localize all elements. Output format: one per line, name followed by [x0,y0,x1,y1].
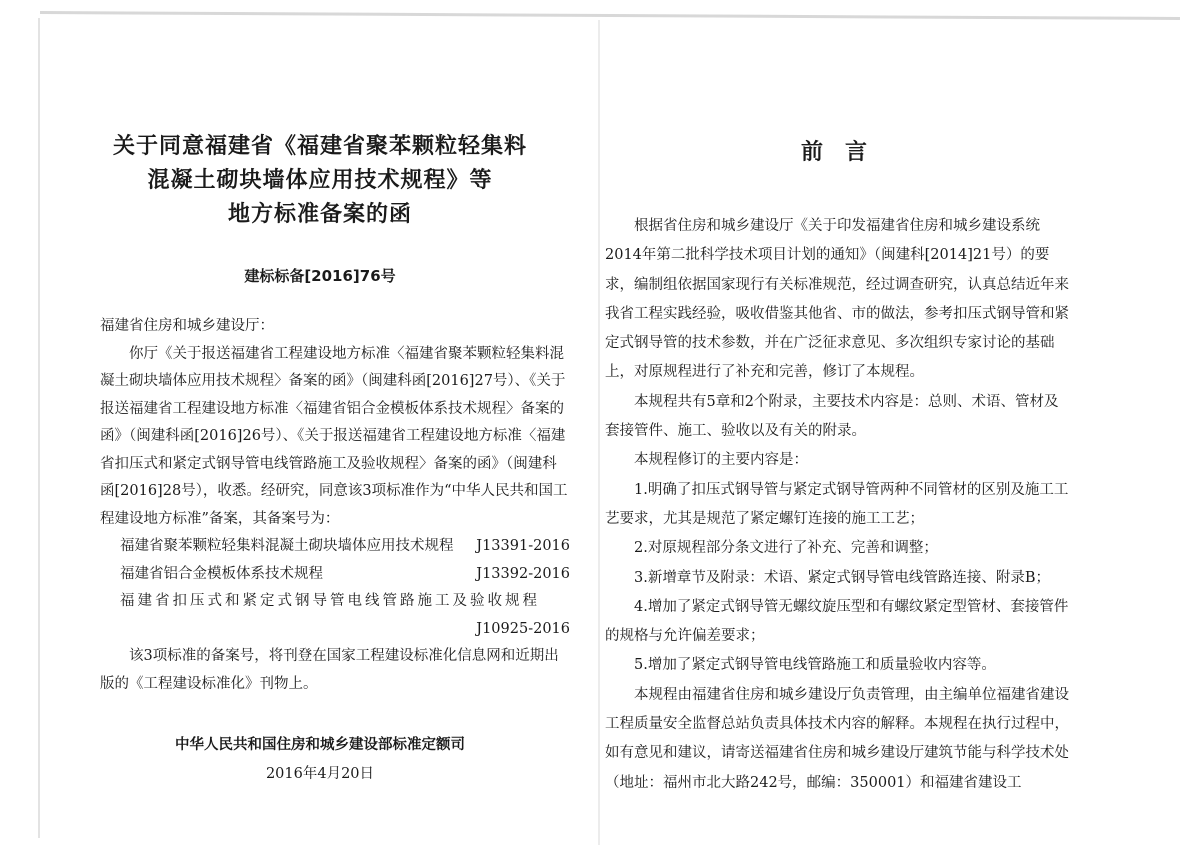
closing-paragraph: 该3项标准的备案号，将刊登在国家工程建设标准化信息网和近期出版的《工程建设标准化》刊物上。 [100,648,559,692]
right-page [600,0,1090,849]
preface-title: 前言 [800,140,889,165]
signature-organization: 中华人民共和国住房和城乡建设部标准定额司 [175,737,465,753]
preface-list-item: 3.新增章节及附录：术语、紧定式钢导管电线管路连接、附录B； [634,569,1050,586]
document-number: 建标标备[2016]76号 [244,267,396,285]
standards-list [100,533,570,643]
preface-list-item: 2.对原规程部分条文进行了补充、完善和调整； [634,540,938,557]
letter-body [100,313,570,698]
preface-paragraph: 本规程修订的主要内容是： [634,452,808,469]
preface-list-item: 1.明确了扣压式钢导管与紧定式钢导管两种不同管材的区别及施工工艺要求，尤其是规范了紧定螺钉连接的施工工艺； [605,481,1069,527]
standard-item [120,533,570,561]
preface-paragraph: 本规程共有5章和2个附录，主要技术内容是：总则、术语、管材及套接管件、施工、验收以及有关的附录。 [605,393,1059,440]
title-line: 混凝土砌块墙体应用技术规程》等 [147,168,493,193]
standard-code: J13391-2016 [476,538,570,554]
standard-item [120,588,570,643]
preface-list-item: 4.增加了紧定式钢导管无螺纹旋压型和有螺纹紧定型管材、套接管件的规格与允许偏差要求； [605,598,1069,645]
letter-title [60,130,580,232]
standard-name: 福建省聚苯颗粒轻集料混凝土砌块墙体应用技术规程 [120,538,454,554]
salutation: 福建省住房和城乡建设厅： [100,318,274,334]
scan-edge-left [38,18,40,838]
preface-list-item: 5.增加了紧定式钢导管电线管路施工和质量验收内容等。 [634,657,996,674]
standard-name: 福建省扣压式和紧定式钢导管电线管路施工及验收规程 [120,593,540,609]
body-paragraph: 你厅《关于报送福建省工程建设地方标准〈福建省聚苯颗粒轻集料混凝土砌块墙体应用技术规程〉备案的函》（闽建科函[2016]27号）、《关于报送福建省工程建设地方标准〈福建省铝合金模板体系技术规程〉备案的函》（闽建科函[2016]26号）、《关于报送福建省工程建设地方标准〈福建省扣压式和紧定式钢导管电线管路施工及验收规程〉备案的函》（闽建科函[2016]28号），收悉。经研究，同意该3项标准作为“中华人民共和国工程建设地方标准”备案，其备案号为： [100,345,568,527]
signature-date: 2016年4月20日 [265,766,375,782]
title-line: 地方标准备案的函 [227,202,412,227]
left-page [60,0,580,849]
preface-paragraph: 本规程由福建省住房和城乡建设厅负责管理，由主编单位福建省建设工程质量安全监督总站负责具体技术内容的解释。本规程在执行过程中，如有意见和建议，请寄送福建省住房和城乡建设厅建筑节能与科学技术处（地址：福州市北大路242号，邮编：350001）和福建省建设工 [605,686,1069,791]
standard-name: 福建省铝合金模板体系技术规程 [120,565,323,582]
standard-code: J13392-2016 [476,565,570,582]
title-line: 关于同意福建省《福建省聚苯颗粒轻集料 [112,134,527,159]
preface-body [605,212,1070,798]
preface-paragraph: 根据省住房和城乡建设厅《关于印发福建省住房和城乡建设系统2014年第二批科学技术项目计划的通知》（闽建科[2014]21号）的要求，编制组依据国家现行有关标准规范，经过调查研究，认真总结近年来我省工程实践经验，吸收借鉴其他省、市的做法，参考扣压式钢导管和紧定式钢导管的技术参数，并在广泛征求意见、多次组织专家讨论的基础上，对原规程进行了补充和完善，修订了本规程。 [605,218,1069,381]
standard-item [120,561,570,589]
standard-code: J10925-2016 [476,620,570,637]
